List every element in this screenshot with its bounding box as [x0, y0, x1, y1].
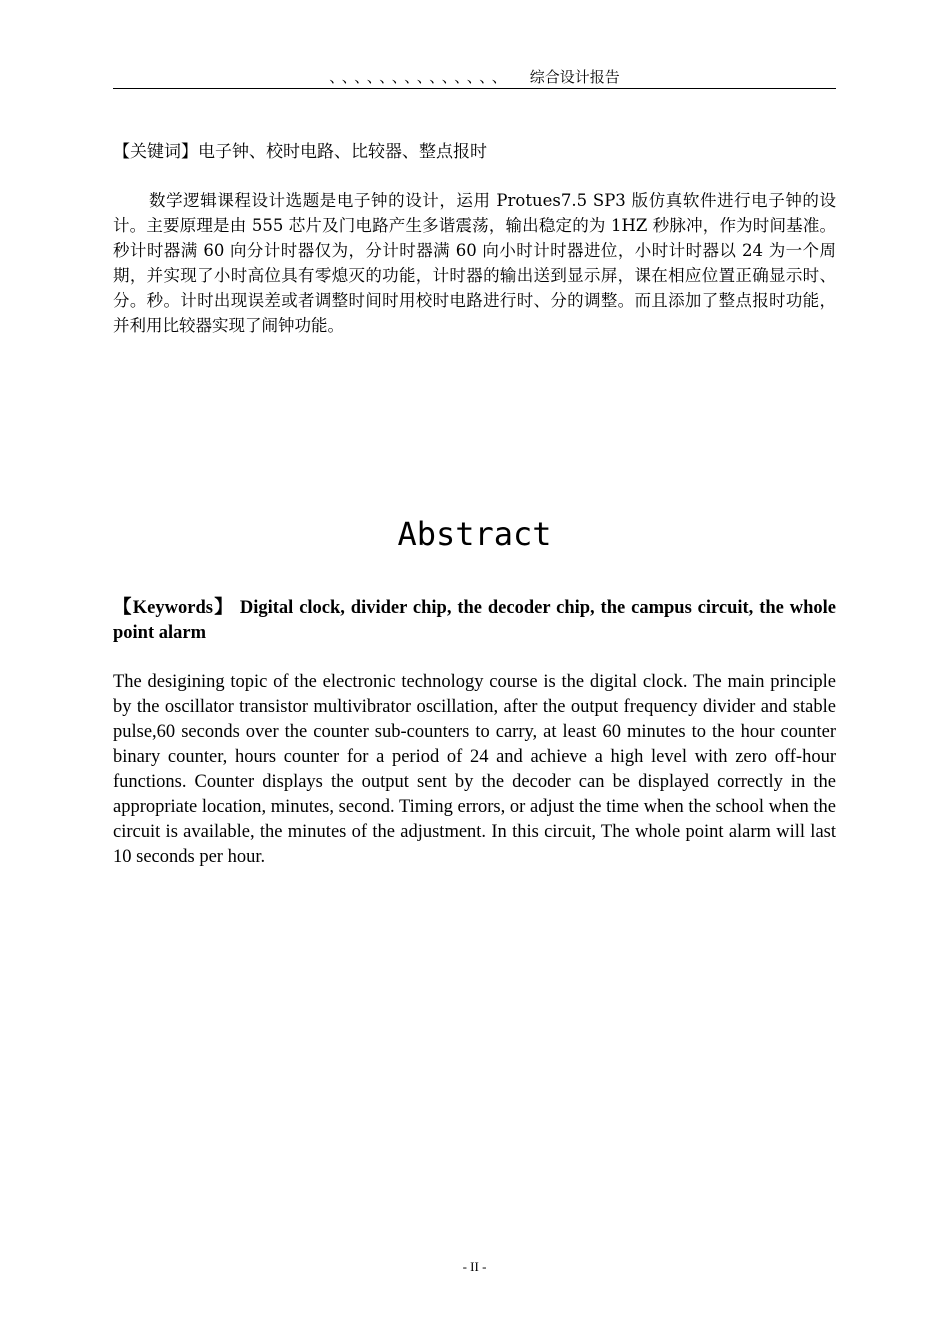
english-keywords-text: Digital clock, divider chip, the decoder chip, the campus circuit, the whole point alarm: [113, 598, 836, 643]
page-header: [113, 66, 836, 89]
english-keywords: [113, 596, 836, 646]
english-keywords-label: 【Keywords】: [113, 598, 234, 618]
chinese-abstract: 数学逻辑课程设计选题是电子钟的设计，运用 Protues7.5 SP3 版仿真软件进行电子钟的设计。主要原理是由 555 芯片及门电路产生多谐震荡，输出稳定的为 1HZ 秒脉冲，作为时间基准。秒计时器满 60 向分计时器仅为，分计时器满 60 向小时计时器进位，小时计时器以 24 为一个周期，并实现了小时高位具有零熄灭的功能，计时器的输出送到显示屏，课在相应位置正确显示时、分。秒。计时出现误差或者调整时间时用校时电路进行时、分的调整。而且添加了整点报时功能，并利用比较器实现了闹钟功能。: [113, 191, 836, 335]
chinese-keywords: [113, 140, 836, 164]
page-number: - II -: [462, 1259, 487, 1274]
chinese-keywords-text: 电子钟、校时电路、比较器、整点报时: [198, 142, 487, 162]
english-abstract: The desigining topic of the electronic technology course is the digital clock. The main principle by the oscillator transistor multivibrator oscillation, after the output frequency divider and stable pulse,60 seconds over the counter sub-counters to carry, at least 60 minutes to the hour counter binary counter, hours counter for a period of 24 and achieve a high level with zero off-hour functions. Counter displays the output sent by the decoder can be displayed correctly in the appropriate location, minutes, second. Timing errors, or adjust the time when the school when the circuit is available, the minutes of the adjustment. In this circuit, The whole point alarm will last 10 seconds per hour.: [113, 672, 836, 867]
header-marks: 、、、、、、、、、、、、、、: [329, 68, 512, 86]
chinese-keywords-label: 【关键词】: [113, 142, 198, 162]
abstract-heading: Abstract: [397, 515, 552, 553]
header-title: 综合设计报告: [529, 68, 620, 86]
